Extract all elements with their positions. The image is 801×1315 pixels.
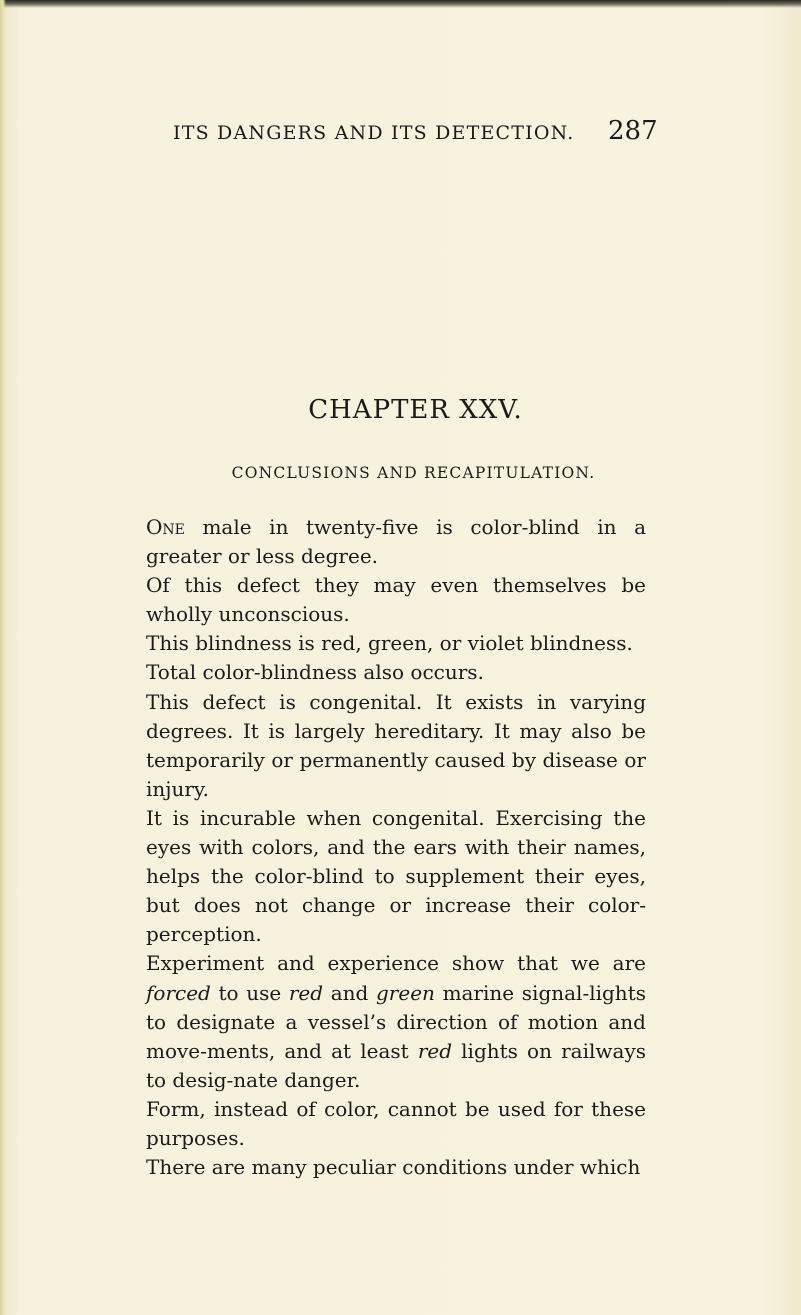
paragraph-4: Total color-blindness also occurs. [146, 660, 484, 685]
paragraph-3: This blindness is red, green, or violet blindness. [146, 631, 633, 656]
running-head-title: ITS DANGERS AND ITS DETECTION. [173, 122, 575, 144]
paragraph-1 [146, 513, 646, 571]
paragraph-segment: to use [210, 980, 289, 1005]
paragraph-segment-italic: red [288, 980, 324, 1005]
paragraph-segment: marine signal-lights to designate a vessel’s direction of motion and move-ments, and at least [146, 980, 646, 1063]
page-number: 287 [608, 116, 658, 146]
paragraph-2: Of this defect they may even themselves be wholly unconscious. [146, 573, 646, 627]
paragraph-segment: and [323, 980, 376, 1005]
paragraph-text: male in twenty-five is color-blind in a greater or less degree. [146, 515, 646, 569]
paragraph-segment-italic: forced [146, 980, 211, 1005]
paragraph-segment-italic: red [417, 1038, 453, 1063]
paragraph-segment-italic: green [376, 980, 435, 1005]
paragraph-5: This defect is congenital. It exists in varying degrees. It is largely hereditary. It may also be temporarily or permanently caused by disease or injury. [146, 689, 646, 801]
running-head [0, 116, 801, 162]
paragraph-6: It is incurable when congenital. Exercising the eyes with colors, and the ears with their names, helps the color-blind to supplement their eyes, but does not change or increase their color-perception. [146, 805, 646, 947]
page-binding-edge [0, 0, 6, 1315]
paragraph-7 [146, 949, 646, 1094]
paragraph-9: There are many peculiar conditions under which [146, 1155, 641, 1180]
paragraph-lead-word: One [146, 515, 185, 539]
paragraph-8: Form, instead of color, cannot be used for these purposes. [146, 1096, 646, 1150]
page-top-shadow [0, 0, 801, 8]
paragraph-segment: Experiment and experience show that we are [146, 951, 646, 976]
body-text [146, 513, 646, 1182]
chapter-heading: CHAPTER XXV. [308, 395, 523, 425]
chapter-subtitle: CONCLUSIONS AND RECAPITULATION. [231, 464, 596, 482]
paragraph-segment: lights on railways to desig-nate danger. [146, 1038, 647, 1092]
